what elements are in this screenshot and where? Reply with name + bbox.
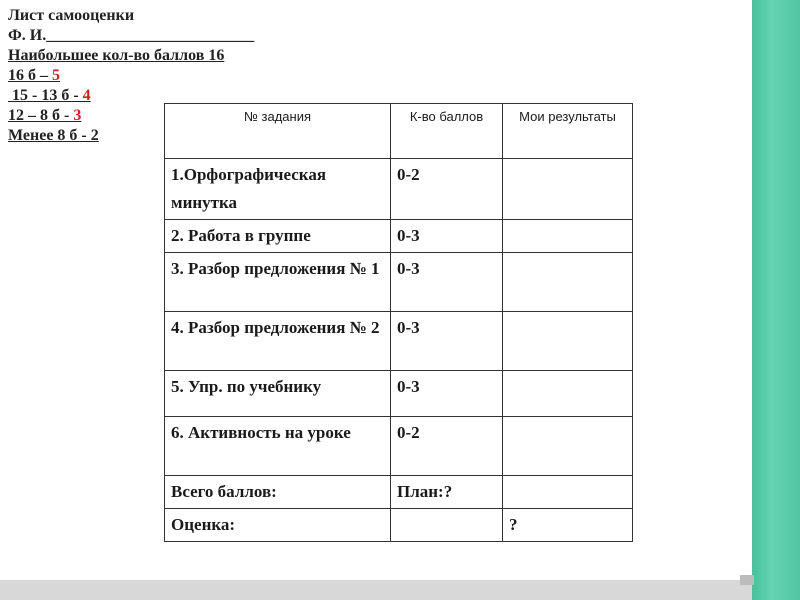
grade-5-prefix: 16 б – [8, 67, 52, 84]
grade-2-line: Менее 8 б - 2 [8, 127, 99, 144]
table-row [165, 371, 633, 417]
grade-points-cell [391, 509, 503, 542]
grade-5-line [8, 66, 308, 86]
result-cell[interactable] [503, 417, 633, 476]
table-header-row [165, 104, 633, 159]
name-line: Ф. И.__________________________ [8, 27, 255, 44]
grade-5-value: 5 [52, 67, 60, 84]
task-cell: 2. Работа в группе [165, 220, 391, 253]
bottom-decorative-band [0, 580, 752, 600]
total-label: Всего баллов: [165, 476, 391, 509]
column-header-task: № задания [165, 104, 391, 159]
total-plan: План:? [391, 476, 503, 509]
points-cell: 0-3 [391, 220, 503, 253]
table-row [165, 253, 633, 312]
task-cell: 4. Разбор предложения № 2 [165, 312, 391, 371]
grade-3-prefix: 12 – 8 б - [8, 107, 74, 124]
total-result-cell[interactable] [503, 476, 633, 509]
grade-label: Оценка: [165, 509, 391, 542]
result-cell[interactable] [503, 253, 633, 312]
task-cell: 5. Упр. по учебнику [165, 371, 391, 417]
result-cell[interactable] [503, 159, 633, 220]
self-assessment-table [164, 103, 633, 542]
grade-row [165, 509, 633, 542]
result-cell[interactable] [503, 371, 633, 417]
task-cell: 3. Разбор предложения № 1 [165, 253, 391, 312]
max-points-line: Наибольшее кол-во баллов 16 [8, 47, 225, 64]
points-cell: 0-2 [391, 159, 503, 220]
result-cell[interactable] [503, 312, 633, 371]
points-cell: 0-2 [391, 417, 503, 476]
grade-4-prefix: 15 - 13 б - [8, 87, 83, 104]
points-cell: 0-3 [391, 253, 503, 312]
grade-3-value: 3 [73, 107, 82, 124]
result-cell[interactable] [503, 220, 633, 253]
grade-4-value: 4 [82, 87, 91, 104]
right-decorative-band [752, 0, 800, 600]
table-row [165, 312, 633, 371]
task-cell: 1.Орфографическая минутка [165, 159, 391, 220]
total-row [165, 476, 633, 509]
sheet-title: Лист самооценки [8, 7, 135, 24]
task-cell: 6. Активность на уроке [165, 417, 391, 476]
table-row [165, 220, 633, 253]
table-row [165, 417, 633, 476]
page-corner-shadow [740, 575, 754, 585]
column-header-results: Мои результаты [503, 104, 633, 159]
points-cell: 0-3 [391, 371, 503, 417]
grade-mark[interactable]: ? [503, 509, 633, 542]
column-header-points: К-во баллов [391, 104, 503, 159]
table-row [165, 159, 633, 220]
points-cell: 0-3 [391, 312, 503, 371]
